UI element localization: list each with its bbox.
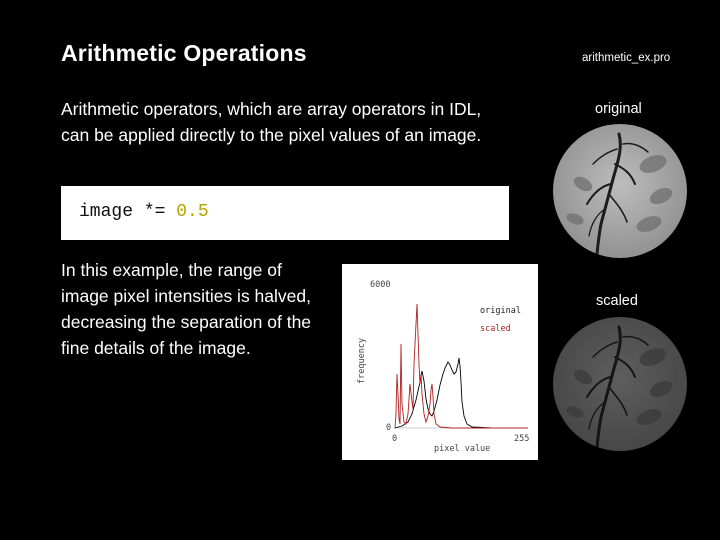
code-variable: image bbox=[79, 202, 134, 222]
code-value: 0.5 bbox=[176, 202, 209, 222]
histogram-plot bbox=[342, 264, 538, 460]
y-top-label: 6000 bbox=[370, 280, 391, 290]
scaled-image bbox=[553, 317, 687, 451]
legend-scaled: scaled bbox=[480, 324, 511, 334]
y-axis-label: frequency bbox=[357, 337, 367, 384]
scaled-series bbox=[395, 304, 528, 428]
slide-title: Arithmetic Operations bbox=[61, 40, 307, 66]
histogram-svg bbox=[342, 264, 538, 460]
x-axis-label: pixel value bbox=[434, 444, 491, 454]
description-text: In this example, the range of image pixel intensities is halved, decreasing the separation of the fine details of the image. bbox=[61, 260, 312, 358]
scaled-image-svg bbox=[553, 317, 687, 451]
original-series bbox=[395, 358, 528, 428]
scaled-image-label: scaled bbox=[596, 293, 638, 309]
original-image-label: original bbox=[595, 101, 642, 117]
x-max-label: 255 bbox=[514, 434, 530, 444]
filename-label: arithmetic_ex.pro bbox=[582, 52, 671, 64]
legend-original: original bbox=[480, 306, 521, 316]
intro-text: Arithmetic operators, which are array operators in IDL, can be applied directly to the pixel values of an image. bbox=[61, 99, 482, 145]
original-image-svg bbox=[553, 124, 687, 258]
original-image bbox=[553, 124, 687, 258]
x-min-label: 0 bbox=[392, 434, 398, 444]
y-zero-label: 0 bbox=[386, 423, 392, 433]
code-operator: *= bbox=[133, 202, 177, 222]
code-line bbox=[79, 202, 209, 222]
code-box bbox=[61, 186, 509, 240]
